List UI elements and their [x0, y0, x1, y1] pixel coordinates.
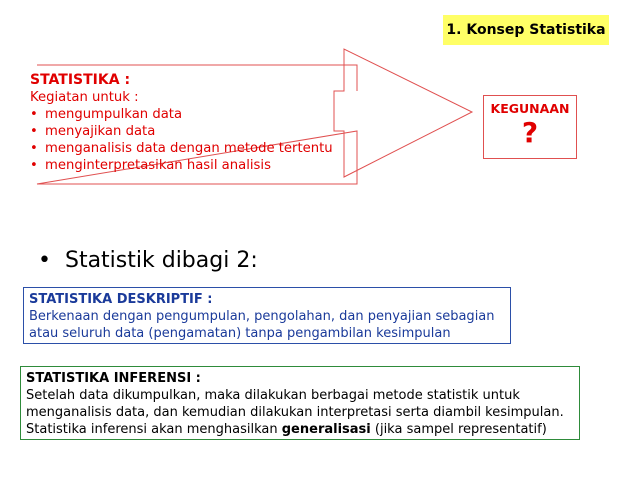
statistika-intro: Kegiatan untuk : — [30, 90, 139, 105]
main-bullet-text: Statistik dibagi 2: — [64, 248, 258, 273]
list-item-text: menganalisis data dengan metode tertentu — [45, 141, 333, 156]
statistika-title: STATISTIKA : — [30, 72, 131, 88]
question-mark-icon: ? — [521, 116, 539, 149]
statistika-list — [30, 106, 350, 174]
kegunaan-label: KEGUNAAN — [490, 101, 570, 116]
deskriptif-line: Berkenaan dengan pengumpulan, pengolahan, dan penyajian sebagian — [29, 309, 495, 324]
inferensi-text: (jika sampel representatif) — [370, 422, 547, 437]
bullet-icon: • — [38, 248, 51, 273]
deskriptif-line: atau seluruh data (pengamatan) tanpa pengambilan kesimpulan — [29, 326, 451, 341]
list-item-text: menginterpretasikan hasil analisis — [45, 158, 271, 173]
generalisasi-term: generalisasi — [281, 422, 371, 437]
inferensi-box — [20, 366, 580, 440]
deskriptif-box — [23, 287, 511, 344]
inferensi-line — [26, 421, 574, 438]
list-item-text: menyajikan data — [45, 124, 156, 139]
section-title-badge: 1. Konsep Statistika — [443, 15, 609, 45]
bullet-icon: • — [30, 107, 38, 122]
inferensi-line: menganalisis data, dan kemudian dilakukan interpretasi serta diambil kesimpulan. — [26, 405, 564, 420]
inferensi-text: Statistika inferensi akan menghasilkan — [26, 422, 282, 437]
list-item — [30, 140, 350, 157]
kegunaan-box — [483, 95, 577, 159]
list-item — [30, 106, 350, 123]
inferensi-title: STATISTIKA INFERENSI : — [26, 371, 201, 386]
statistika-definition — [30, 72, 350, 174]
list-item — [30, 157, 350, 174]
bullet-icon: • — [30, 158, 38, 173]
main-bullet-point — [38, 248, 258, 273]
deskriptif-title: STATISTIKA DESKRIPTIF : — [29, 292, 213, 307]
bullet-icon: • — [30, 124, 38, 139]
bullet-icon: • — [30, 141, 38, 156]
inferensi-line: Setelah data dikumpulkan, maka dilakukan berbagai metode statistik untuk — [26, 388, 520, 403]
list-item-text: mengumpulkan data — [45, 107, 183, 122]
list-item — [30, 123, 350, 140]
